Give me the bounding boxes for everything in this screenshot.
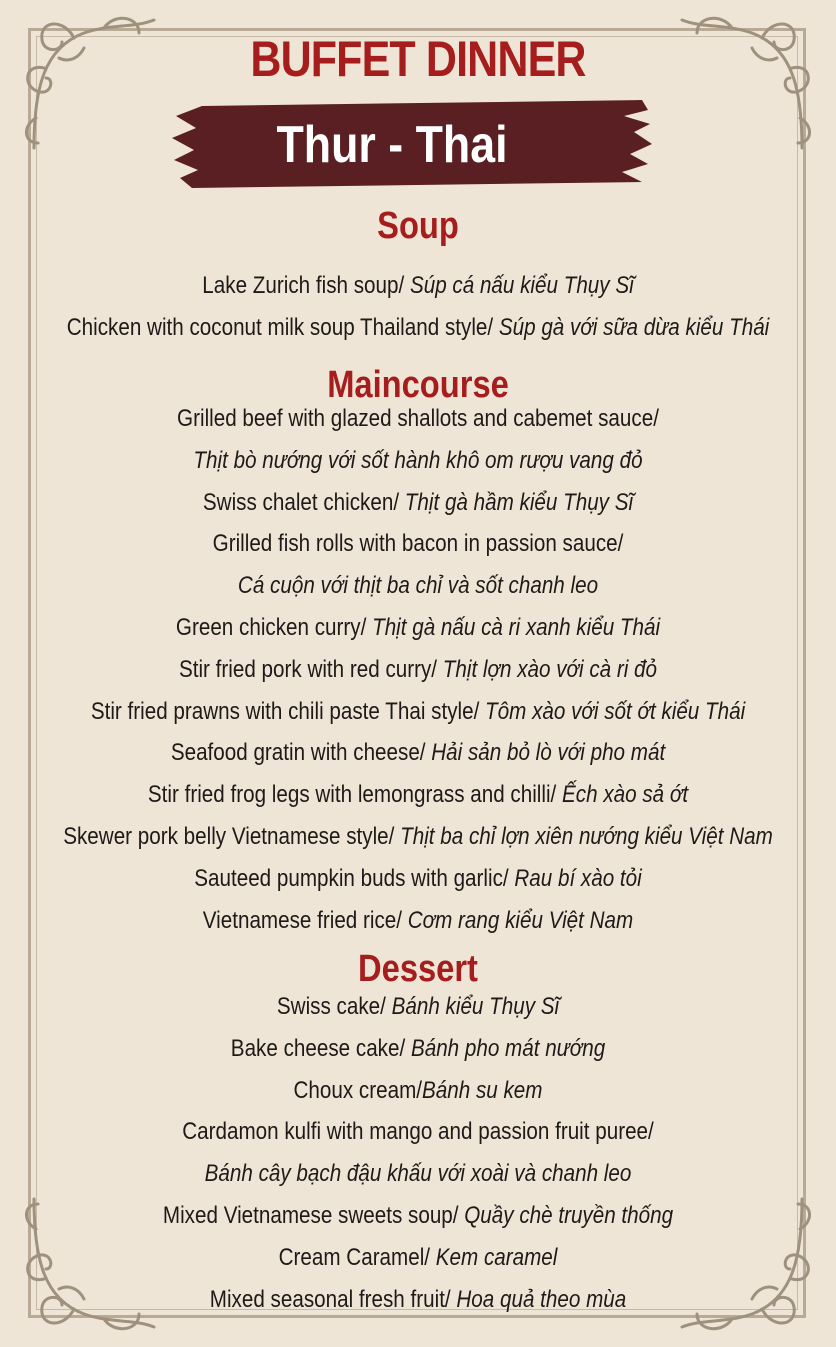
menu-item	[59, 907, 778, 935]
menu-item	[59, 993, 778, 1021]
dish-name-en: Choux cream/	[293, 1076, 423, 1104]
dish-name-vi: Thịt bò nướng với sốt hành khô om rượu vang đỏ	[193, 446, 643, 474]
dish-name-en: Grilled fish rolls with bacon in passion sauce/	[212, 530, 624, 558]
dish-name-vi: Thịt lợn xào với cà ri đỏ	[442, 655, 658, 683]
menu-item	[59, 1077, 778, 1105]
dish-name-en: Seafood gratin with cheese/	[170, 739, 432, 767]
menu-item	[59, 1160, 778, 1188]
menu-item	[59, 698, 778, 726]
dish-name-en: Swiss cake/	[276, 993, 392, 1020]
dish-name-vi: Bánh pho mát nướng	[410, 1034, 606, 1062]
menu-item	[59, 781, 778, 809]
dish-name-vi: Thịt gà nấu cà ri xanh kiểu Thái	[372, 614, 661, 641]
section-heading-maincourse: Maincourse	[327, 364, 509, 406]
dish-name-vi: Cơm rang kiểu Việt Nam	[407, 906, 634, 934]
menu-item	[59, 447, 778, 475]
page-title: BUFFET DINNER	[250, 31, 586, 87]
menu-item	[59, 865, 778, 893]
dish-name-vi: Bánh cây bạch đậu khấu với xoài và chanh leo	[204, 1160, 632, 1188]
dish-name-en: Green chicken curry/	[175, 614, 373, 641]
dish-name-en: Stir fried pork with red curry/	[178, 655, 443, 683]
dish-name-vi: Súp cá nấu kiểu Thụy Sĩ	[409, 272, 634, 299]
dish-name-vi: Thịt gà hầm kiểu Thụy Sĩ	[404, 488, 634, 516]
dish-name-vi: Thịt ba chỉ lợn xiên nướng kiểu Việt Nam	[400, 823, 773, 850]
dish-name-en: Cream Caramel/	[278, 1243, 436, 1271]
dish-name-en: Cardamon kulfi with mango and passion fruit puree/	[182, 1118, 654, 1146]
dish-name-en: Skewer pork belly Vietnamese style/	[63, 823, 401, 850]
dish-name-en: Chicken with coconut milk soup Thailand style/	[66, 313, 499, 341]
menu-item	[59, 823, 778, 851]
dish-name-vi: Súp gà với sữa dừa kiểu Thái	[498, 313, 770, 341]
dish-name-vi: Tôm xào với sốt ớt kiểu Thái	[485, 697, 746, 725]
dish-name-vi: Ếch xào sả ớt	[562, 781, 689, 809]
menu-item	[59, 314, 778, 342]
dish-name-en: Stir fried frog legs with lemongrass and chilli/	[147, 781, 563, 809]
dish-name-en: Stir fried prawns with chili paste Thai style/	[90, 697, 486, 725]
dish-name-en: Mixed Vietnamese sweets soup/	[162, 1202, 465, 1229]
menu-item	[59, 1035, 778, 1063]
menu-item	[59, 1202, 778, 1230]
menu-item	[59, 489, 778, 517]
menu-item	[59, 572, 778, 600]
menu-item	[59, 1118, 778, 1146]
menu-item	[59, 1286, 778, 1314]
dish-name-vi: Cá cuộn với thịt ba chỉ và sốt chanh leo	[237, 572, 599, 600]
dish-name-vi: Quầy chè truyền thống	[464, 1202, 674, 1229]
dish-name-en: Bake cheese cake/	[230, 1034, 411, 1062]
dish-name-en: Lake Zurich fish soup/	[202, 272, 410, 299]
dish-name-en: Sauteed pumpkin buds with garlic/	[194, 864, 515, 892]
section-heading-dessert: Dessert	[358, 948, 478, 990]
section-heading-soup: Soup	[377, 205, 459, 247]
day-subtitle: Thur - Thai	[276, 116, 508, 174]
dish-name-vi: Hải sản bỏ lò với pho mát	[431, 739, 666, 767]
dish-name-en: Vietnamese fried rice/	[202, 906, 408, 934]
dish-name-en: Grilled beef with glazed shallots and cabemet sauce/	[177, 405, 659, 432]
dish-name-vi: Rau bí xào tỏi	[514, 864, 642, 892]
menu-item	[59, 530, 778, 558]
dish-name-en: Mixed seasonal fresh fruit/	[209, 1285, 457, 1313]
dish-name-en: Swiss chalet chicken/	[202, 488, 405, 516]
menu-item	[59, 614, 778, 642]
menu-item	[59, 739, 778, 767]
menu-item	[59, 405, 778, 433]
dish-name-vi: Bánh su kem	[422, 1076, 543, 1104]
menu-item	[59, 272, 778, 300]
dish-name-vi: Hoa quả theo mùa	[456, 1285, 627, 1313]
dish-name-vi: Bánh kiểu Thụy Sĩ	[391, 993, 560, 1020]
menu-item	[59, 656, 778, 684]
menu-item	[59, 1244, 778, 1272]
dish-name-vi: Kem caramel	[435, 1243, 558, 1271]
